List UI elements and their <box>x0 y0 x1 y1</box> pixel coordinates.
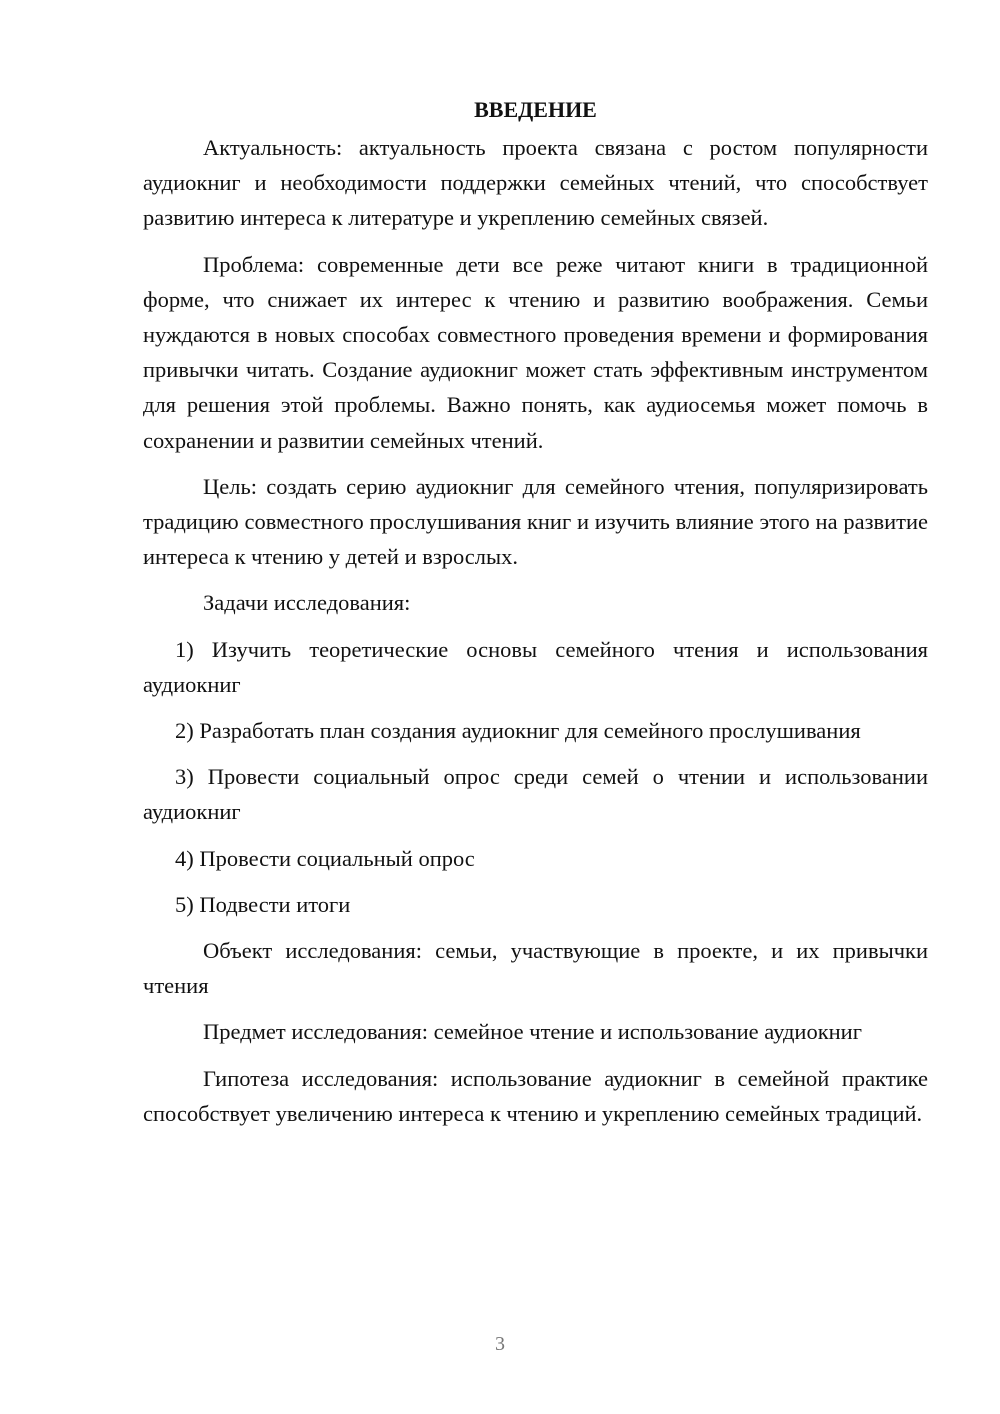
paragraph-relevance: Актуальность: актуальность проекта связана с ростом популярности аудиокниг и необходимости поддержки семейных чтений, что способствует развитию интереса к литературе и укреплению семейных связей. <box>143 135 928 231</box>
task-item-3: 3) Провести социальный опрос среди семей о чтении и использовании аудиокниг <box>143 764 928 825</box>
page-number: 3 <box>495 1333 505 1355</box>
document-body <box>143 92 928 1142</box>
task-item-2: 2) Разработать план создания аудиокниг для семейного прослушивания <box>175 718 861 744</box>
paragraph-hypothesis: Гипотеза исследования: использование аудиокниг в семейной практике способствует увеличению интереса к чтению и укреплению семейных традиций. <box>143 1065 928 1126</box>
section-title: ВВЕДЕНИЕ <box>474 97 597 122</box>
task-item-1: 1) Изучить теоретические основы семейного чтения и использования аудиокниг <box>143 636 928 697</box>
paragraph-problem: Проблема: современные дети все реже читают книги в традиционной форме, что снижает их интерес к чтению и развитию воображения. Семьи нуждаются в новых способах совместного проведения времени и формирования привычки читать. Создание аудиокниг может стать эффективным инструментом для решения этой проблемы. Важно понять, как аудиосемья может помочь в сохранении и развитии семейных чтений. <box>143 251 928 453</box>
paragraph-object: Объект исследования: семьи, участвующие в проекте, и их привычки чтения <box>143 938 928 999</box>
task-item-5: 5) Подвести итоги <box>175 891 351 917</box>
paragraph-tasks-heading: Задачи исследования: <box>203 590 411 616</box>
task-item-4: 4) Провести социальный опрос <box>175 845 475 871</box>
paragraph-subject: Предмет исследования: семейное чтение и использование аудиокниг <box>203 1019 862 1045</box>
paragraph-goal: Цель: создать серию аудиокниг для семейного чтения, популяризировать традицию совместного прослушивания книг и изучить влияние этого на развитие интереса к чтению у детей и взрослых. <box>143 473 928 570</box>
